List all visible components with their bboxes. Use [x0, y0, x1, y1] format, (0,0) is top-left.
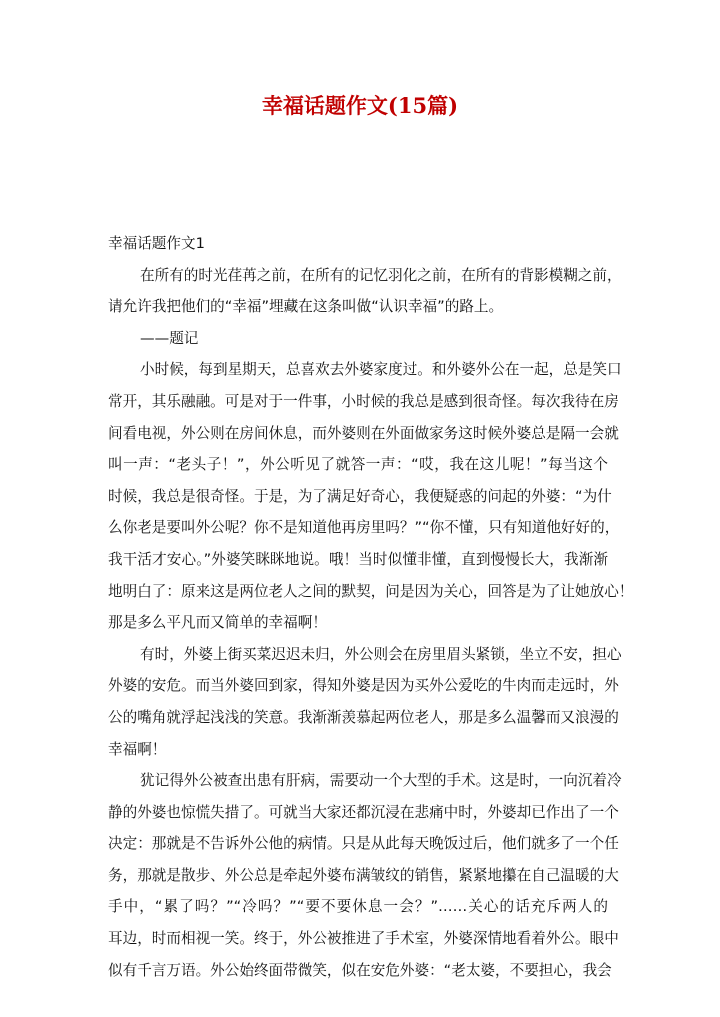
document-body: [108, 228, 634, 986]
body-text-line: 我干活才安心。”外婆笑眯眯地说。哦！当时似懂非懂，直到慢慢长大，我渐渐: [108, 550, 608, 568]
body-text-line: 小时候，每到星期天，总喜欢去外婆家度过。和外婆外公在一起，总是笑口: [140, 361, 622, 379]
body-text-line: 幸福啊！: [108, 740, 167, 758]
body-text-line: 手中，“累了吗？”“冷吗？”“要不要休息一会？”……关心的话充斥两人的: [108, 898, 608, 916]
body-text-line: 间看电视，外公则在房间休息，而外婆则在外面做家务这时候外婆总是隔一会就: [108, 424, 619, 442]
body-text-line: ——题记: [140, 329, 199, 347]
body-text-line: 在所有的时光荏苒之前，在所有的记忆羽化之前，在所有的背影模糊之前，: [140, 266, 622, 284]
body-text-line: 有时，外婆上街买菜迟迟未归，外公则会在房里眉头紧锁，坐立不安，担心: [140, 645, 622, 663]
body-text-line: 那是多么平凡而又简单的幸福啊！: [108, 614, 327, 632]
body-text-line: 请允许我把他们的“幸福”埋藏在这条叫做“认识幸福”的路上。: [108, 298, 504, 316]
body-text-line: 时候，我总是很奇怪。于是，为了满足好奇心，我便疑惑的问起的外婆：“为什: [108, 487, 612, 505]
body-text-line: 犹记得外公被查出患有肝病，需要动一个大型的手术。这是时，一向沉着冷: [140, 772, 622, 790]
body-text-line: 地明白了：原来这是两位老人之间的默契，问是因为关心，回答是为了让她放心！: [108, 582, 634, 600]
body-text-line: 常开，其乐融融。可是对于一件事，小时候的我总是感到很奇怪。每次我待在房: [108, 392, 619, 410]
document-title: 幸福话题作文(15篇): [261, 93, 459, 118]
body-text-line: 静的外婆也惊慌失措了。可就当大家还都沉浸在悲痛中时，外婆却已作出了一个: [108, 803, 619, 821]
body-text-line: 似有千言万语。外公始终面带微笑，似在安危外婆：“老太婆，不要担心，我会: [108, 961, 612, 979]
body-text-line: 公的嘴角就浮起浅浅的笑意。我渐渐羡慕起两位老人，那是多么温馨而又浪漫的: [108, 708, 619, 726]
body-text-line: 耳边，时而相视一笑。终于，外公被推进了手术室，外婆深情地看着外公。眼中: [108, 930, 619, 948]
body-text-line: 决定：那就是不告诉外公他的病情。只是从此每天晚饭过后，他们就多了一个任: [108, 835, 619, 853]
body-text-line: 叫一声：“老头子！”，外公听见了就答一声：“哎，我在这儿呢！”每当这个: [108, 456, 608, 474]
body-text-line: 务，那就是散步、外公总是牵起外婆布满皱纹的销售，紧紧地攥在自己温暖的大: [108, 866, 619, 884]
body-text-line: 么你老是要叫外公呢？你不是知道他再房里吗？”“你不懂，只有知道他好好的，: [108, 519, 620, 537]
section-heading: 幸福话题作文1: [108, 235, 205, 252]
body-text-line: 外婆的安危。而当外婆回到家，得知外婆是因为买外公爱吃的牛肉而走远时，外: [108, 677, 619, 695]
